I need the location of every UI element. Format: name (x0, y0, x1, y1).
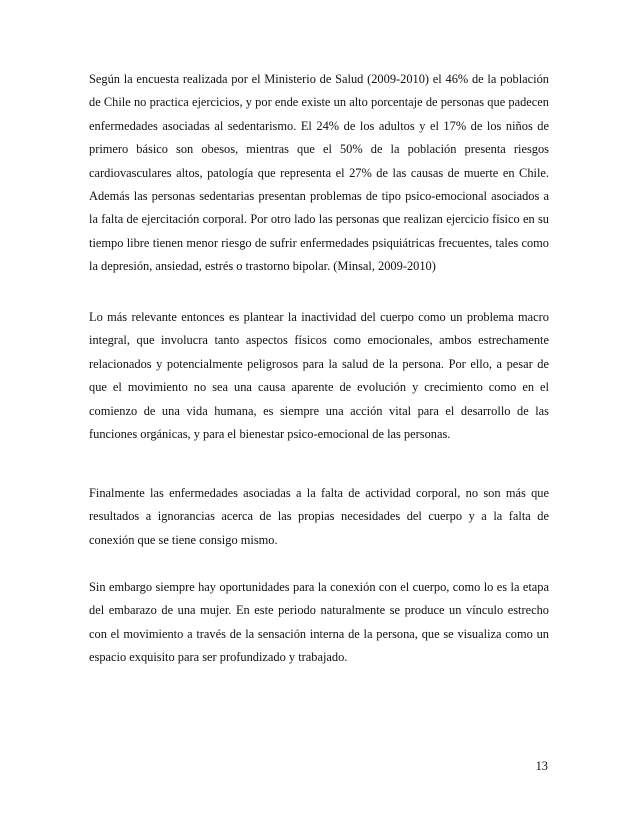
page-number: 13 (535, 759, 548, 773)
paragraph-inactividad-problema: Lo más relevante entonces es plantear la inactividad del cuerpo como un problema macro integral, que involucra tanto aspectos físicos como emocionales, ambos estrechamente relacionados y potencialmente peligrosos para la salud de la persona. Por ello, a pesar de que el movimiento no sea una causa aparente de evolución y crecimiento como en el comienzo de una vida humana, es siempre una acción vital para el desarrollo de las funciones orgánicas, y para el bienestar psico-emocional de las personas. (89, 310, 549, 442)
paragraph-embarazo-oportunidad: Sin embargo siempre hay oportunidades para la conexión con el cuerpo, como lo es la etapa del embarazo de una mujer. En este periodo naturalmente se produce un vínculo estrecho con el movimiento a través de la sensación interna de la persona, que se visualiza como un espacio exquisito para ser profundizado y trabajado. (89, 580, 549, 665)
paragraph-enfermedades-conexion: Finalmente las enfermedades asociadas a la falta de actividad corporal, no son más que resultados a ignorancias acerca de las propias necesidades del cuerpo y a la falta de conexión que se tiene consigo mismo. (89, 486, 549, 547)
paragraph-sedentarismo-estadisticas: Según la encuesta realizada por el Ministerio de Salud (2009-2010) el 46% de la población de Chile no practica ejercicios, y por ende existe un alto porcentaje de personas que padecen enfermedades asociadas al sedentarismo. El 24% de los adultos y el 17% de los niños de primero básico son obesos, mientras que el 50% de la población presenta riesgos cardiovasculares altos, patología que representa el 27% de las causas de muerte en Chile. Además las personas sedentarias presentan problemas de tipo psico-emocional asociados a la falta de ejercitación corporal. Por otro lado las personas que realizan ejercicio físico en su tiempo libre tienen menor riesgo de sufrir enfermedades psiquiátricas frecuentes, tales como la depresión, ansiedad, estrés o trastorno bipolar. (Minsal, 2009-2010) (89, 72, 549, 274)
